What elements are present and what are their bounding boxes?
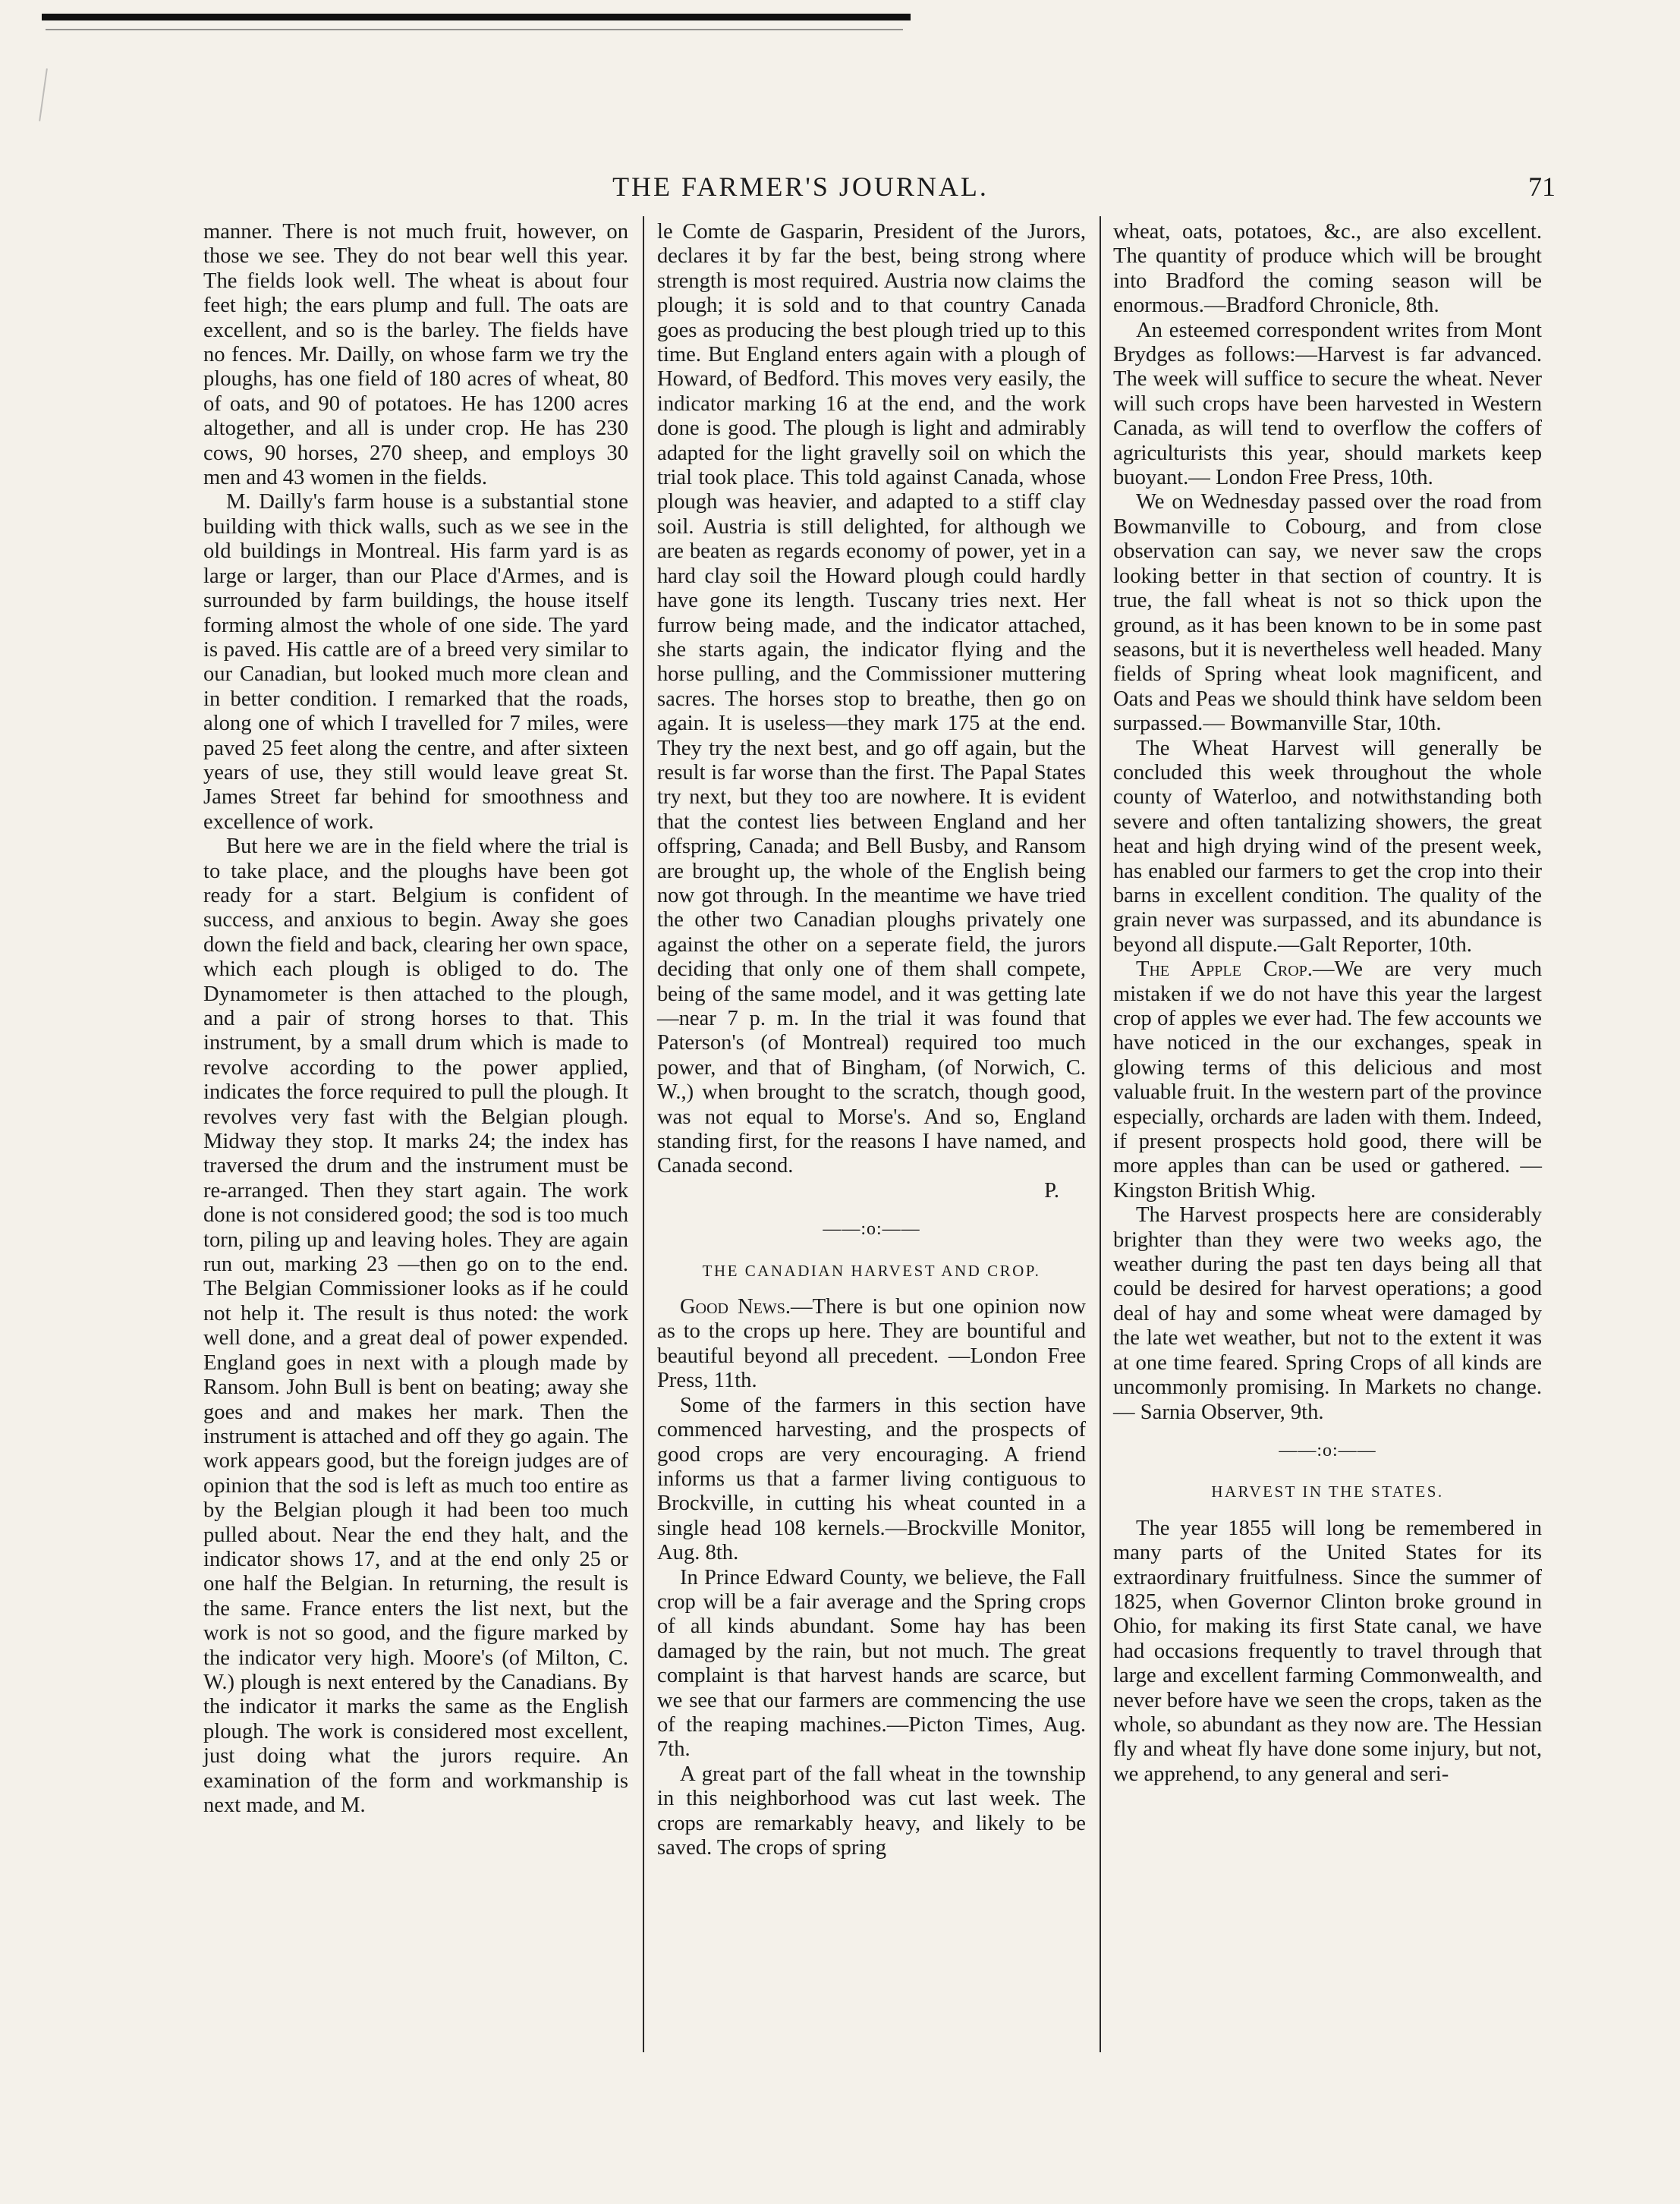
running-title: THE FARMER'S JOURNAL. — [612, 171, 989, 202]
lead-in: Good News. — [680, 1295, 791, 1319]
top-rule-thin — [46, 29, 903, 30]
page-number: 71 — [1528, 171, 1556, 202]
paragraph: The Wheat Harvest will generally be concluded this week throughout the whole county of Waterloo, and notwithstanding both severe and often tantalizing showers, the great heat and high drying wind of the present week, has enabled our farmers to get the crop into their barns in excellent condition. The quality of the grain never was surpassed, and its abundance is beyond all dispute.—Galt Reporter, 10th. — [1113, 736, 1542, 957]
paragraph: An esteemed correspondent writes from Mont Brydges as follows:—Harvest is far advanced. The week will suffice to secure the wheat. Never will such crops have been harvested in Western Canada, as will tend to overflow the coffers of agriculturists this year, should markets keep buoyant.— London Free Press, 10th. — [1113, 318, 1542, 490]
paragraph — [1113, 957, 1542, 1203]
paragraph: The Harvest prospects here are considerably brighter than they were two weeks ago, the weather during the past ten days being all that could be desired for harvest operations; a good deal of hay and some wheat were damaged by the late wet weather, but not to the extent it was at one time feared. Spring Crops of all kinds are uncommonly promising. In Markets no change. — Sarnia Observer, 9th. — [1113, 1203, 1542, 1424]
paragraph-text: —We are very much mistaken if we do not have this year the largest crop of apples we ever had. The few accounts we have noticed in the our exchanges, speak in glowing terms of this delicious and most valuable fruit. In the western part of the province especially, orchards are laden with them. Indeed, if present prospects hold good, there will be more apples than can be used or gathered. —Kingston British Whig. — [1113, 957, 1542, 1203]
paragraph-text: —There is but one opinion now as to the crops up here. They are bountiful and beautiful beyond all precedent. —London Free Press, 11th. — [657, 1295, 1086, 1393]
paragraph: M. Dailly's farm house is a substantial stone building with thick walls, such as we see in the old buildings in Montreal. His farm yard is as large or larger, than our Place d'Armes, and is surrounded by farm buildings, the house itself forming almost the whole of one side. The yard is paved. His cattle are of a breed very similar to our Canadian, but looked much more clean and in better condition. I remarked that the roads, along one of which I travelled for 7 miles, were paved 25 feet along the centre, and after sixteen years of use, they still would leave great St. James Street far behind for smoothness and excellence of work. — [203, 490, 628, 834]
separator: ——:o:—— — [1279, 1440, 1376, 1460]
column-2 — [657, 220, 1086, 1860]
paragraph: A great part of the fall wheat in the township in this neighborhood was cut last week. The crops are remarkably heavy, and likely to be saved. The crops of spring — [657, 1762, 1086, 1860]
column-rule-1 — [643, 216, 644, 2052]
paragraph — [657, 1295, 1086, 1394]
paragraph: We on Wednesday passed over the road from Bowmanville to Cobourg, and from close observation can say, we never saw the crops looking better in that section of country. It is true, the fall wheat is not so thick upon the ground, as it has been known to be in some past seasons, but it is nevertheless well headed. Many fields of Spring wheat look magnificent, and Oats and Peas we should think have seldom been surpassed.— Bowmanville Star, 10th. — [1113, 490, 1542, 736]
separator: ——:o:—— — [823, 1219, 920, 1240]
paragraph: manner. There is not much fruit, however, on those we see. They do not bear well this year. The fields look well. The wheat is about four feet high; the ears plump and full. The oats are excellent, and so is the barley. The fields have no fences. Mr. Dailly, on whose farm we try the ploughs, has one field of 180 acres of wheat, 80 of oats, and 90 of potatoes. He has 1200 acres altogether, and all is under crop. He has 230 cows, 90 horses, 270 sheep, and employs 30 men and 43 women in the fields. — [203, 220, 628, 490]
lead-in: The Apple Crop. — [1136, 957, 1313, 982]
column-1 — [203, 220, 628, 1818]
paragraph: wheat, oats, potatoes, &c., are also excellent. The quantity of produce which will be brought into Bradford the coming season will be enormous.—Bradford Chronicle, 8th. — [1113, 220, 1542, 318]
paragraph: In Prince Edward County, we believe, the Fall crop will be a fair average and the Spring crops of all kinds abundant. Some hay has been damaged by the rain, but not much. The great complaint is that harvest hands are scarce, but we see that our farmers are commencing the use of the reaping machines.—Picton Times, Aug. 7th. — [657, 1565, 1086, 1762]
signature: P. — [1044, 1178, 1059, 1203]
column-3 — [1113, 220, 1542, 1787]
column-rule-2 — [1100, 216, 1101, 2052]
margin-mark — [39, 68, 48, 121]
top-rule — [42, 14, 911, 20]
paragraph: But here we are in the field where the trial is to take place, and the ploughs have been got ready for a start. Belgium is confident of success, and anxious to begin. Away she goes down the field and back, clearing her own space, which each plough is obliged to do. The Dynamometer is then attached to the plough, and a pair of strong horses to that. This instrument, by a small drum which is made to revolve according to the power applied, indicates the force required to pull the plough. It revolves very fast with the Belgian plough. Midway they stop. It marks 24; the index has traversed the drum and the instrument must be re-arranged. Then they start again. The work done is not considered good; the sod is too much torn, piling up and leaving holes. They are again run out, marking 23 —then go on to the end. The Belgian Commissioner looks as if he could not help it. The result is thus noted: the work well done, and a great deal of power expended. England goes in next with a plough made by Ransom. John Bull is bent on beating; away she goes and and makes her mark. Then the instrument is attached and off they go again. The work appears good, but the foreign judges are of opinion that the sod is left as much too entire as by the Belgian plough it had been too much pulled about. Near the end they halt, and the indicator shows 17, and at the end only 25 or one half the Belgian. In returning, the result is the same. France enters the list next, but the work is not so good, and the figure marked by the indicator very high. Moore's (of Milton, C. W.) plough is next entered by the Canadians. By the indicator it marks the same as the English plough. The work is considered most excellent, just doing what the jurors require. An examination of the form and workmanship is next made, and M. — [203, 835, 628, 1817]
page-header — [46, 171, 1556, 209]
section-title: THE CANADIAN HARVEST AND CROP. — [702, 1261, 1041, 1280]
section-title: HARVEST IN THE STATES. — [1211, 1482, 1444, 1501]
paragraph: The year 1855 will long be remembered in many parts of the United States for its extraordinary fruitfulness. Since the summer of 1825, when Governor Clinton broke ground in Ohio, for making its first State canal, we have had occasions frequently to travel through that large and excellent farming Commonwealth, and never before have we seen the crops, taken as the whole, so abundant as they now are. The Hessian fly and wheat fly have done some injury, but not, we apprehend, to any general and seri- — [1113, 1516, 1542, 1786]
paragraph: le Comte de Gasparin, President of the Jurors, declares it by far the best, being strong where strength is most required. Austria now claims the plough; it is sold and to that country Canada goes as producing the best plough tried up to this time. But England enters again with a plough of Howard, of Bedford. This moves very easily, the indicator marking 16 at the end, and the work done is good. The plough is light and admirably adapted for the light gravelly soil on which the trial took place. This told against Canada, whose plough was heavier, and adapted to a stiff clay soil. Austria is still delighted, for although we are beaten as regards economy of power, yet in a hard clay soil the Howard plough could hardly have gone its length. Tuscany tries next. Her furrow being made, and the indicator attached, she starts again, the indicator flying and the horse pulling, and the Commissioner muttering sacres. The horses stop to breathe, then go on again. It is useless—they mark 175 at the end. They try the next best, and go off again, but the result is far worse than the first. The Papal States try next, but they too are nowhere. It is evident that the contest lies between England and her offspring, Canada; and Bell Busby, and Ransom are brought up, the whole of the English being now got through. In the meantime we have tried the other two Canadian ploughs privately one against the other on a seperate field, the jurors deciding that only one of them shall compete, being of the same model, and it was getting late—near 7 p. m. In the trial it was found that Paterson's (of Montreal) required too much power, and that of Bingham, (of Norwich, C. W.,) when brought to the scratch, though good, was not equal to Morse's. And so, England standing first, for the reasons I have named, and Canada second. — [657, 220, 1086, 1178]
paragraph: Some of the farmers in this section have commenced harvesting, and the prospects of good crops are very encouraging. A friend informs us that a farmer living contiguous to Brockville, in cutting his wheat counted in a single head 108 kernels.—Brockville Monitor, Aug. 8th. — [657, 1393, 1086, 1565]
